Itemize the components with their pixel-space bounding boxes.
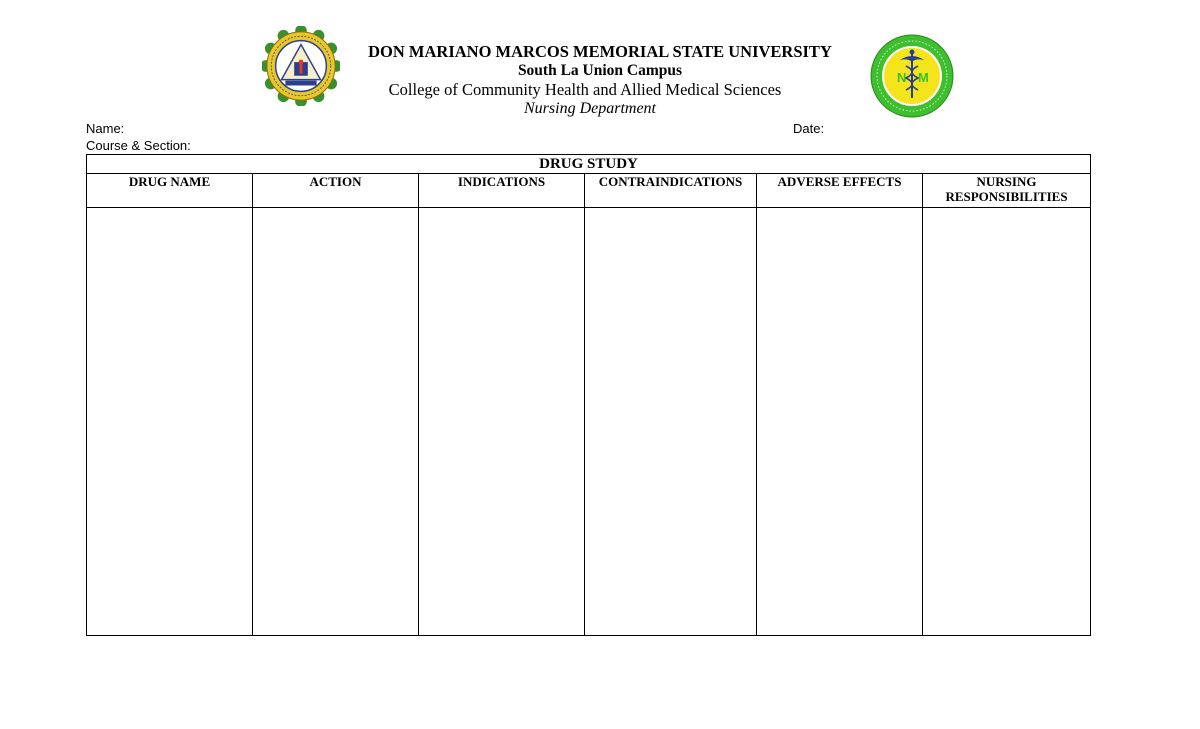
university-name: DON MARIANO MARCOS MEMORIAL STATE UNIVERSITY	[368, 42, 832, 61]
nursing-responsibilities-cell[interactable]	[923, 208, 1091, 636]
course-section-label: Course & Section:	[86, 138, 191, 153]
action-cell[interactable]	[253, 208, 419, 636]
adverse-effects-cell[interactable]	[757, 208, 923, 636]
column-header-contraindications: CONTRAINDICATIONS	[585, 174, 757, 208]
table-title: DRUG STUDY	[87, 155, 1091, 174]
date-label: Date:	[793, 121, 825, 136]
campus-name: South La Union Campus	[517, 62, 683, 79]
contraindications-cell[interactable]	[585, 208, 757, 636]
svg-text:M: M	[918, 70, 929, 85]
column-header-indications: INDICATIONS	[419, 174, 585, 208]
department-name: Nursing Department	[524, 100, 656, 117]
indications-cell[interactable]	[419, 208, 585, 636]
college-name: College of Community Health and Allied Medical Sciences	[388, 80, 782, 99]
column-header-nursing-responsibilities: NURSING RESPONSIBILITIES	[923, 174, 1091, 208]
svg-text:N: N	[897, 70, 907, 85]
drug-name-cell[interactable]	[87, 208, 253, 636]
column-header-drug-name: DRUG NAME	[87, 174, 253, 208]
name-label: Name:	[86, 121, 125, 136]
drug-study-table	[86, 154, 1091, 636]
letterhead	[340, 42, 860, 118]
column-header-adverse-effects: ADVERSE EFFECTS	[757, 174, 923, 208]
caduceus-seal-icon	[870, 34, 954, 118]
column-header-action: ACTION	[253, 174, 419, 208]
